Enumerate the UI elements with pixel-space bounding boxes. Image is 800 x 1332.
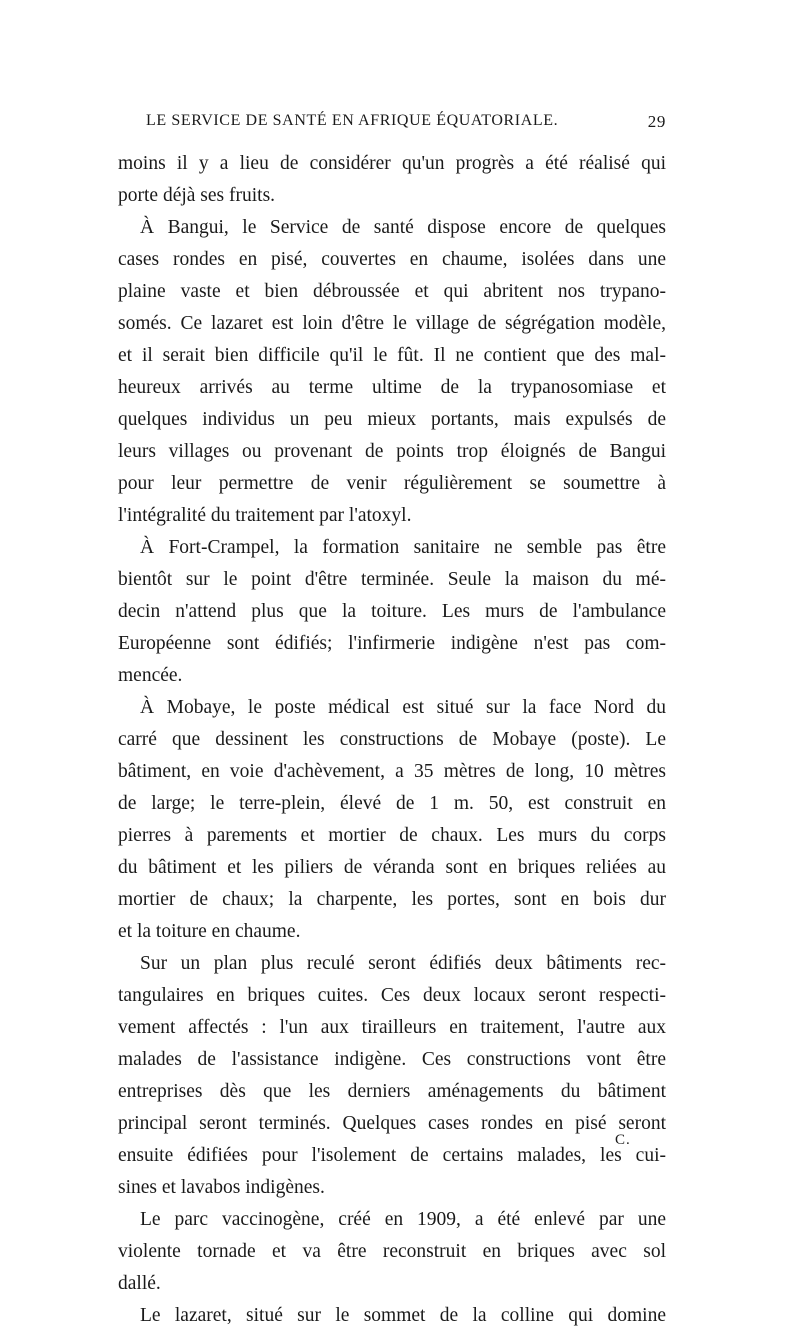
text-line: mencée.	[118, 665, 183, 686]
text-line: pierres à parements et mortier de chaux. Les murs du corps	[118, 825, 666, 846]
text-line: moins il y a lieu de considérer qu'un progrès a été réalisé qui	[118, 153, 666, 174]
text-line: À Fort-Crampel, la formation sanitaire ne semble pas être	[140, 537, 666, 558]
text-line: quelques individus un peu mieux portants, mais expulsés de	[118, 409, 666, 430]
text-line: violente tornade et va être reconstruit en briques avec sol	[118, 1241, 666, 1262]
text-line: tangulaires en briques cuites. Ces deux locaux seront respecti-	[118, 985, 666, 1006]
text-line: malades de l'assistance indigène. Ces constructions vont être	[118, 1049, 666, 1070]
text-line: Le lazaret, situé sur le sommet de la colline qui domine	[140, 1305, 666, 1326]
text-line: du bâtiment et les piliers de véranda sont en briques reliées au	[118, 857, 666, 878]
text-line: carré que dessinent les constructions de Mobaye (poste). Le	[118, 729, 666, 750]
text-line: À Bangui, le Service de santé dispose encore de quelques	[140, 217, 666, 238]
text-line: et il serait bien difficile qu'il le fût. Il ne contient que des mal-	[118, 345, 666, 366]
text-line: Le parc vaccinogène, créé en 1909, a été enlevé par une	[140, 1209, 666, 1230]
text-line: heureux arrivés au terme ultime de la trypanosomiase et	[118, 377, 666, 398]
text-line: ensuite édifiées pour l'isolement de certains malades, les cui-	[118, 1145, 666, 1166]
text-line: cases rondes en pisé, couvertes en chaume, isolées dans une	[118, 249, 666, 270]
text-line: leurs villages ou provenant de points trop éloignés de Bangui	[118, 441, 666, 462]
text-line: l'intégralité du traitement par l'atoxyl.	[118, 505, 412, 526]
text-line: de large; le terre-plein, élevé de 1 m. 50, est construit en	[118, 793, 666, 814]
text-line: plaine vaste et bien débroussée et qui abritent nos trypano-	[118, 281, 666, 302]
text-line: bâtiment, en voie d'achèvement, a 35 mètres de long, 10 mètres	[118, 761, 666, 782]
text-line: Sur un plan plus reculé seront édifiés deux bâtiments rec-	[140, 953, 666, 974]
text-line: pour leur permettre de venir régulièrement se soumettre à	[118, 473, 666, 494]
text-line: À Mobaye, le poste médical est situé sur la face Nord du	[140, 697, 666, 718]
text-line: principal seront terminés. Quelques cases rondes en pisé seront	[118, 1113, 666, 1134]
text-line: entreprises dès que les derniers aménagements du bâtiment	[118, 1081, 666, 1102]
text-line: porte déjà ses fruits.	[118, 185, 276, 206]
text-line: decin n'attend plus que la toiture. Les murs de l'ambulance	[118, 601, 666, 622]
text-line: Européenne sont édifiés; l'infirmerie indigène n'est pas com-	[118, 633, 666, 654]
signature-mark: C.	[615, 1132, 631, 1148]
running-title: LE SERVICE DE SANTÉ EN AFRIQUE ÉQUATORIALE.	[146, 112, 559, 129]
text-line: sines et lavabos indigènes.	[118, 1177, 325, 1198]
text-line: somés. Ce lazaret est loin d'être le village de ségrégation modèle,	[118, 313, 666, 334]
running-head	[118, 112, 666, 136]
text-line: bientôt sur le point d'être terminée. Seule la maison du mé-	[118, 569, 666, 590]
text-line: dallé.	[118, 1273, 161, 1294]
text-line: vement affectés : l'un aux tirailleurs en traitement, l'autre aux	[118, 1017, 666, 1038]
text-line: et la toiture en chaume.	[118, 921, 301, 942]
text-line: mortier de chaux; la charpente, les portes, sont en bois dur	[118, 889, 666, 910]
page-number: 29	[647, 112, 666, 131]
body-text	[118, 148, 666, 1332]
